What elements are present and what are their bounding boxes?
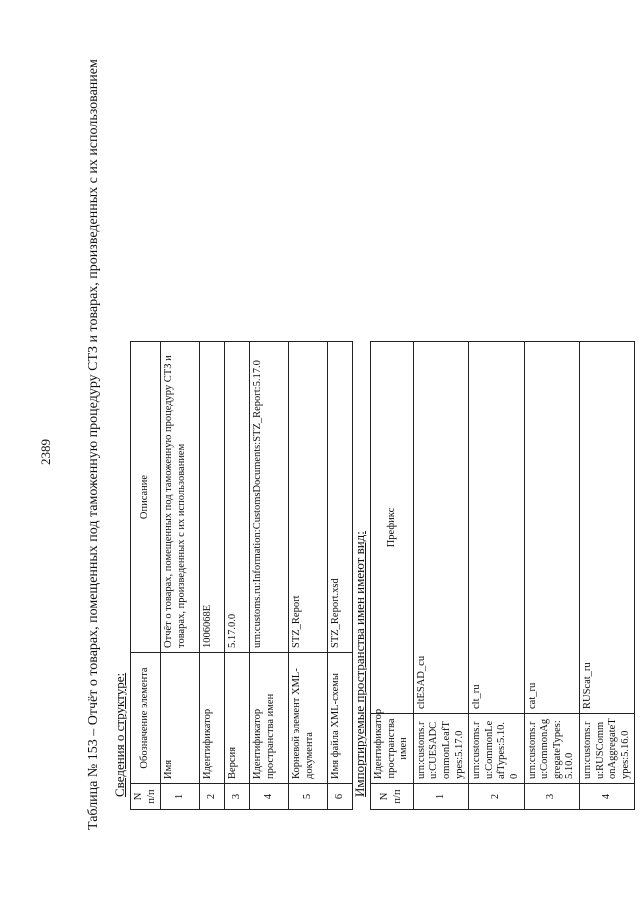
namespace-id: urn:customs.ru:CommonLeafTypes:5.10.0 [469, 714, 524, 784]
row-number: 1 [161, 784, 200, 810]
element-name: Имя файла XML-схемы [328, 653, 353, 784]
table-row [289, 342, 328, 810]
header-number: N п/п [131, 784, 161, 810]
namespace-id: urn:customs.ru:CommonAggregateTypes:5.10.0 [524, 714, 579, 784]
row-number: 6 [328, 784, 353, 810]
row-number: 2 [469, 784, 524, 810]
element-name: Идентификатор [200, 653, 225, 784]
header-prefix: Префикс [371, 342, 414, 714]
namespaces-heading: Импортируемые пространства имен имеют вид: [352, 531, 367, 797]
header-element: Обозначение элемента [131, 653, 161, 784]
header-namespace: Идентификатор пространства имен [371, 714, 414, 784]
row-number: 1 [413, 784, 468, 810]
structure-table [130, 341, 353, 810]
namespace-prefix: cat_ru [524, 342, 579, 714]
row-number: 4 [250, 784, 289, 810]
element-description: STZ_Report [289, 342, 328, 653]
element-name: Идентификатор пространства имен [250, 653, 289, 784]
table-row [469, 342, 524, 810]
table-header-row [371, 342, 414, 810]
header-number: N п/п [371, 784, 414, 810]
table-row [161, 342, 200, 810]
row-number: 3 [524, 784, 579, 810]
element-description: urn:customs.ru:Information:CustomsDocuments:STZ_Report:5.17.0 [250, 342, 289, 653]
namespace-prefix: RUScat_ru [579, 342, 634, 714]
namespaces-table [370, 341, 635, 810]
namespace-id: urn:customs.ru:CUESADCommonLeafTypes:5.17.0 [413, 714, 468, 784]
table-row [200, 342, 225, 810]
element-description: 1006068E [200, 342, 225, 653]
namespace-id: urn:customs.ru:RUSCommonAggregateTypes:5.16.0 [579, 714, 634, 784]
table-row [579, 342, 634, 810]
row-number: 5 [289, 784, 328, 810]
row-number: 4 [579, 784, 634, 810]
table-caption: Таблица № 153 – Отчёт о товарах, помещенных под таможенную процедуру СТЗ и товарах, произведенных с их использованием [86, 59, 101, 830]
namespace-prefix: clt_ru [469, 342, 524, 714]
page-number: 2389 [38, 439, 53, 465]
element-description: STZ_Report.xsd [328, 342, 353, 653]
element-name: Корневой элемент XML-документа [289, 653, 328, 784]
element-description: Отчёт о товарах, помещенных под таможенную процедуру СТЗ и товарах, произведенных с их использованием [161, 342, 200, 653]
table-header-row [131, 342, 161, 810]
row-number: 2 [200, 784, 225, 810]
table-row [328, 342, 353, 810]
element-description: 5.17.0.0 [225, 342, 250, 653]
structure-heading: Сведения о структуре: [112, 672, 127, 797]
table-row [524, 342, 579, 810]
table-row [250, 342, 289, 810]
row-number: 3 [225, 784, 250, 810]
table-row [413, 342, 468, 810]
table-row [225, 342, 250, 810]
namespace-prefix: cltESAD_cu [413, 342, 468, 714]
header-description: Описание [131, 342, 161, 653]
element-name: Версия [225, 653, 250, 784]
element-name: Имя [161, 653, 200, 784]
